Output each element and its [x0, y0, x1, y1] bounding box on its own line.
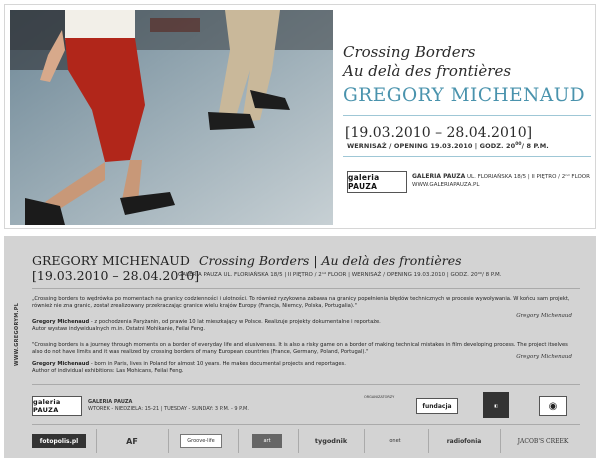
- bio-en-text: - born in Paris, lives in Poland for almost 10 years. He makes documental projects and reportages.: [89, 361, 346, 367]
- divider: [238, 429, 239, 453]
- bio-pl-exhibitions: Autor wystaw indywidualnych m.in. Ostatni Mohikanie, Feilai Feng.: [32, 325, 206, 332]
- signature-pl: Gregory Michenaud: [516, 313, 572, 319]
- signature-en: Gregory Michenaud: [516, 354, 572, 360]
- exhibition-title-fr: Au delà des frontières: [343, 62, 512, 80]
- sponsor-fotopolis: fotopolis.pl: [32, 434, 86, 448]
- bio-pl: [32, 319, 572, 332]
- panel-heading: [32, 250, 462, 269]
- bio-en: [32, 361, 572, 374]
- divider: [343, 156, 591, 157]
- divider: [428, 429, 429, 453]
- fundacja-logo-text: fundacja: [422, 402, 452, 410]
- sponsor-art: art: [252, 434, 282, 448]
- exhibition-dates: [19.03.2010 – 28.04.2010]: [345, 125, 533, 141]
- panel-venue-info: GALERIA PAUZA UL. FLORIAŃSKA 18/5 | II PIĘTRO / 2ⁿᵈ FLOOR | WERNISAŻ / OPENING 19.03.2010 | GODZ. 20⁰⁰/ 8 P.M.: [178, 272, 502, 278]
- venue-address: UL. FLORIAŃSKA 18/5 | II PIĘTRO / 2ⁿᵈ FLOOR: [467, 174, 590, 180]
- fundacja-logo: [416, 398, 458, 414]
- website-vertical[interactable]: WWW.GREGORYM.PL: [14, 302, 20, 366]
- bio-pl-text: - z pochodzenia Paryżanin, od prawie 10 lat mieszkający w Polsce. Realizuje projekty dokumentalne i reportaże.: [89, 319, 381, 325]
- divider: [32, 424, 580, 425]
- opening-time: / 8 P.M.: [521, 142, 549, 151]
- venue-logo-small-text: galeria PAUZA: [33, 398, 61, 414]
- venue-logo: [347, 171, 407, 193]
- sponsor-groove-life: Groove-life: [180, 434, 222, 448]
- divider: [168, 429, 169, 453]
- camera-icon: ◉: [548, 400, 558, 412]
- opening-text: WERNISAŻ / OPENING 19.03.2010 | GODZ. 20: [347, 142, 516, 151]
- divider: [500, 429, 501, 453]
- sponsor-af: AF: [126, 436, 138, 446]
- sponsor-jacobs-creek: JACOB'S CREEK: [517, 437, 569, 445]
- divider: [298, 429, 299, 453]
- venue-name: GALERIA PAUZA: [412, 173, 466, 180]
- exhibition-card: [4, 4, 596, 229]
- title-block: [343, 43, 595, 106]
- venue-details: [412, 173, 590, 189]
- bio-en-exhibitions: Author of individual exhibitions: Las Mohicans, Feilai Feng.: [32, 367, 184, 374]
- opening-minutes: 00: [515, 142, 522, 147]
- description-pl: „Crossing borders to wędrówka po momentach na granicy codzienności i ulotności. To również ryzykowna zabawa na granicy popełnienia błędów technicznych w procesie wywoływania. W końcu sam projekt, również nie zna granic, został zrealizowany przekraczając granice wielu krajów Europy (Francja, Niemcy, Polska, Portugalia).": [32, 296, 570, 309]
- venue-logo-small: [32, 396, 82, 416]
- hours-venue-name: GALERIA PAUZA: [88, 399, 133, 405]
- sponsor-tygodnik: tygodnik: [314, 437, 348, 445]
- divider: [96, 429, 97, 453]
- description-en: "Crossing borders is a journey through moments on a border of everyday life and elusiveness. It is also a risky game on a border of making technical mistakes in film developing process. The project itselves also do not have limits and it was realized by crossing borders of many European countries (France, Germany, Poland, Portugal).": [32, 342, 568, 355]
- organizers-label: ORGANIZATORZY: [364, 395, 395, 399]
- exhibition-title-en: Crossing Borders: [343, 43, 476, 61]
- info-panel: [4, 236, 596, 458]
- panel-artist: GREGORY MICHENAUD: [32, 253, 190, 268]
- venue-url[interactable]: WWW.GALERIAPAUZA.PL: [412, 181, 480, 188]
- opening-info: [347, 142, 549, 150]
- institut-logo: ◧: [483, 392, 509, 418]
- artist-name: GREGORY MICHENAUD: [343, 85, 586, 106]
- panel-title: Crossing Borders | Au delà des frontières: [198, 253, 462, 268]
- camera-logo: [539, 396, 567, 416]
- panel-dates: [19.03.2010 – 28.04.2010]: [32, 268, 200, 283]
- bio-en-name: Gregory Michenaud: [32, 361, 90, 367]
- divider: [32, 384, 580, 385]
- sponsor-onet: onet: [389, 438, 401, 444]
- sponsor-radiofonia: radiofonia: [446, 437, 482, 445]
- bio-pl-name: Gregory Michenaud: [32, 319, 90, 325]
- gallery-hours: [88, 399, 249, 413]
- divider: [32, 288, 580, 289]
- divider: [364, 429, 365, 453]
- hours-text: WTOREK - NIEDZIELA: 15-21 | TUESDAY - SUNDAY: 3 P.M. - 9 P.M.: [88, 406, 249, 412]
- venue-logo-text: galeria PAUZA: [348, 173, 380, 191]
- street-photo: [10, 10, 333, 225]
- divider: [343, 115, 591, 116]
